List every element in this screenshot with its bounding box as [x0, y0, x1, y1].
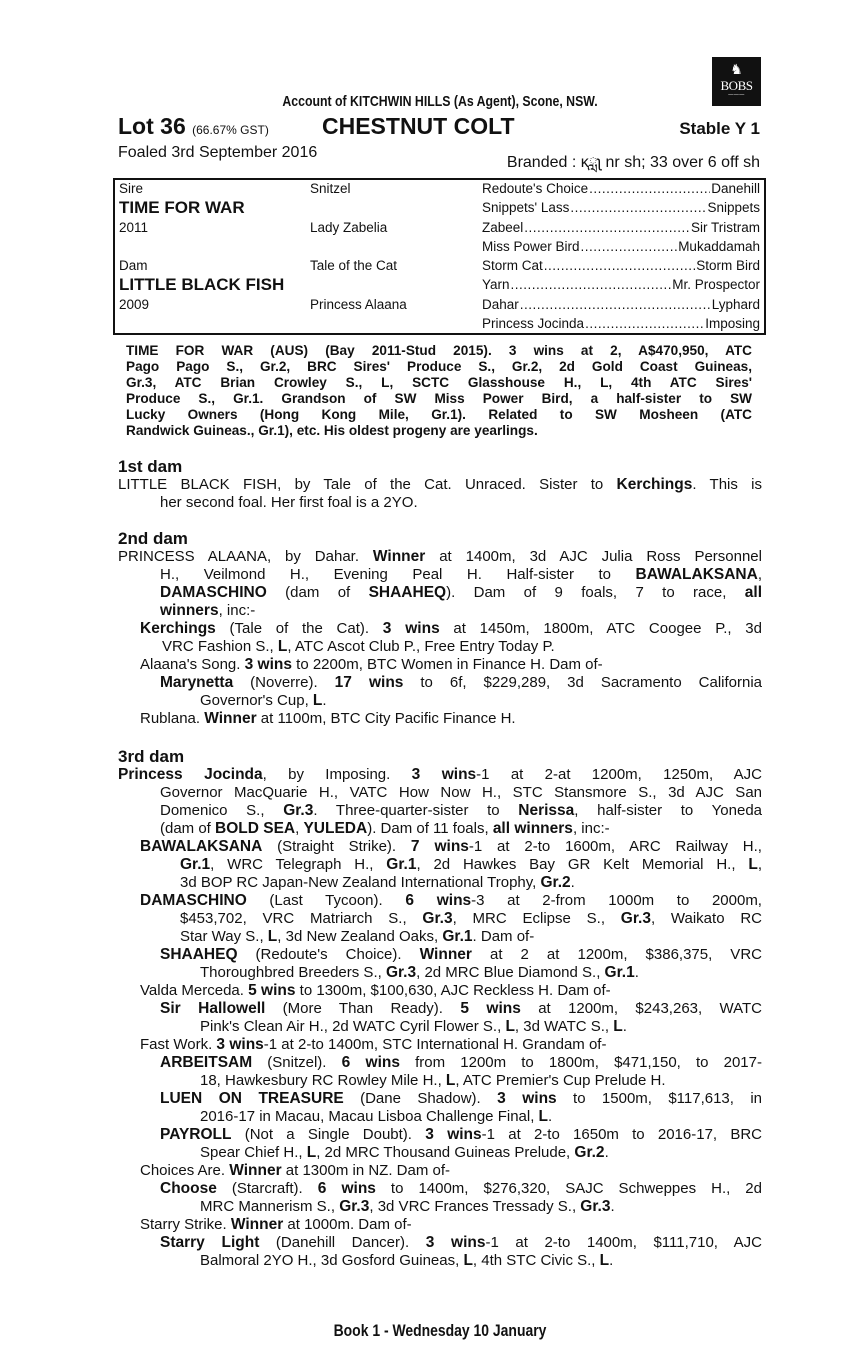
pedigree-text-line — [118, 838, 762, 856]
pedigree-text-line — [118, 1198, 762, 1216]
text-run: . — [609, 1252, 614, 1269]
bold-run: ARBEITSAM — [160, 1054, 253, 1071]
bold-run: LUEN ON TREASURE — [160, 1090, 344, 1107]
text-run: Star Way S., — [180, 928, 268, 945]
text-run: , half-sister to Yoneda — [574, 802, 762, 819]
gst-note: (66.67% GST) — [192, 123, 269, 137]
text-run: , 2d Hawkes Bay GR Kelt Memorial H., — [416, 856, 749, 873]
pedigree-text-line — [118, 766, 762, 784]
pedigree-table — [113, 178, 766, 335]
text-run: her second foal. Her first foal is a 2YO. — [160, 494, 418, 511]
dot-leader — [524, 219, 690, 237]
gen3-grandsire: Mr. Prospector — [672, 277, 760, 292]
bold-run: L — [538, 1108, 549, 1125]
gen3-grandsire: Danehill — [711, 181, 760, 196]
bold-run: BAWALAKSANA — [635, 566, 758, 583]
pedigree-text-line — [118, 1144, 762, 1162]
bold-run: L — [463, 1252, 473, 1269]
bold-run: L — [277, 638, 288, 655]
bold-run: 3 wins — [382, 620, 440, 637]
lot-title: CHESTNUT COLT — [322, 113, 515, 139]
text-run: . Dam of- — [472, 928, 535, 945]
text-run: . — [634, 964, 639, 981]
text-run: at 1100m, BTC City Pacific Finance H. — [256, 710, 516, 727]
pedigree-text-line — [118, 1018, 762, 1036]
section-heading: 2nd dam — [118, 529, 188, 548]
text-run: -1 at 2-to 1400m, STC International H. Grandam of- — [263, 1036, 607, 1053]
text-run: , Waikato RC — [650, 910, 762, 927]
text-run: . — [548, 1108, 553, 1125]
bold-run: BAWALAKSANA — [140, 838, 263, 855]
text-run: , 2d MRC Blue Diamond S., — [416, 964, 605, 981]
sire-summary — [126, 343, 752, 439]
bold-run: Kerchings — [616, 476, 693, 493]
dot-leader — [589, 180, 710, 198]
text-run: 18, Hawkesbury RC Rowley Mile H., — [200, 1072, 446, 1089]
dam-label: Dam — [119, 258, 148, 273]
text-run: -1 at 2-to 1600m, ARC Railway H., — [468, 838, 762, 855]
bold-run: Gr.3 — [339, 1198, 370, 1215]
bold-run: all — [744, 584, 763, 601]
text-run: Starry Strike. — [140, 1216, 231, 1233]
pedigree-text-line — [118, 602, 762, 620]
bold-run: Gr.3 — [422, 910, 453, 927]
bold-run: Winner — [204, 710, 257, 727]
bold-run: L — [306, 1144, 317, 1161]
pedigree-text-line — [118, 1072, 762, 1090]
bold-run: 6 wins — [341, 1054, 400, 1071]
text-run: . — [610, 1198, 615, 1215]
text-run: (dam of — [160, 820, 216, 837]
pedigree-text-line — [118, 1180, 762, 1198]
gen3-sire-of: Redoute's Choice — [482, 181, 589, 196]
text-run: MRC Mannerism S., — [200, 1198, 340, 1215]
bold-run: DAMASCHINO — [140, 892, 247, 909]
pedigree-text-line — [118, 692, 762, 710]
bold-run: L — [748, 856, 758, 873]
pedigree-text-line — [118, 1216, 762, 1234]
sire-label: Sire — [119, 181, 144, 196]
pedigree-gen3-row — [482, 180, 760, 198]
bold-run: Princess Jocinda — [118, 766, 263, 783]
gen3-sire-of: Miss Power Bird — [482, 239, 580, 254]
gen3-sire-of: Yarn — [482, 277, 510, 292]
bold-run: Gr.1 — [604, 964, 635, 981]
text-run: at 1300m in NZ. Dam of- — [281, 1162, 451, 1179]
pedigree-gen3-row — [482, 257, 760, 275]
text-run: at 1200m, $243,263, WATC — [520, 1000, 762, 1017]
text-run: Valda Merceda. — [140, 982, 249, 999]
text-run: . This is — [692, 476, 762, 493]
text-run: (Starcraft). — [216, 1180, 318, 1197]
bold-run: L — [613, 1018, 623, 1035]
bold-run: 3 wins — [425, 1126, 482, 1143]
pedigree-text-line — [118, 638, 762, 656]
pedigree-gen3-row — [482, 296, 760, 314]
sire-summary-line: Produce S., Gr.1. Grandson of SW Miss Power Bird, a half-sister to SW — [126, 391, 752, 406]
bold-run: DAMASCHINO — [160, 584, 267, 601]
text-run: Rublana. — [140, 710, 205, 727]
bold-run: all winners — [492, 820, 573, 837]
gen3-sire-of: Dahar — [482, 297, 519, 312]
text-run: -1 at 2-to 1400m, $111,710, AJC — [485, 1234, 763, 1251]
bold-run: L — [312, 692, 323, 709]
bold-run: YULEDA — [303, 820, 368, 837]
bold-run: Nerissa — [518, 802, 575, 819]
text-run: at 1450m, 1800m, ATC Coogee P., 3d — [439, 620, 762, 637]
pedigree-text-line — [118, 620, 762, 638]
gen3-grandsire: Sir Tristram — [691, 220, 760, 235]
text-run: (Noverre). — [233, 674, 335, 691]
text-run: from 1200m to 1800m, $471,150, to 2017- — [399, 1054, 762, 1071]
text-run: (More Than Ready). — [265, 1000, 461, 1017]
pedigree-text-line — [118, 656, 762, 674]
bold-run: 5 wins — [460, 1000, 521, 1017]
bold-run: 3 wins — [244, 656, 292, 673]
text-run: -1 at 2-to 1650m to 2016-17, BRC — [481, 1126, 762, 1143]
pedigree-text-line — [118, 784, 762, 802]
bold-run: 3 wins — [411, 766, 477, 783]
sire-summary-line: Lucky Owners (Hong Kong Mile, Gr.1). Related to SW Mosheen (ATC — [126, 407, 752, 422]
text-run: 2016-17 in Macau, Macau Lisboa Challenge Final, — [200, 1108, 539, 1125]
text-run: ). Dam of 11 foals, — [367, 820, 493, 837]
pedigree-text-line — [118, 494, 762, 512]
bold-run: Kerchings — [140, 620, 216, 637]
dams-sire: Tale of the Cat — [310, 258, 398, 273]
sire-summary-line: Gr.3, ATC Brian Crowley S., L, SCTC Glasshouse H., L, 4th ATC Sires' — [126, 375, 752, 390]
pedigree-text-line — [118, 874, 762, 892]
pedigree-text-line — [118, 910, 762, 928]
sires-sire: Snitzel — [310, 181, 351, 196]
bold-run: Winner — [230, 1216, 284, 1233]
pedigree-text-line — [118, 856, 762, 874]
text-run: , ATC Premier's Cup Prelude H. — [455, 1072, 666, 1089]
pedigree-text-line — [118, 1036, 762, 1054]
dot-leader — [520, 296, 711, 314]
text-run: (Dane Shadow). — [343, 1090, 498, 1107]
text-run: H., Veilmond H., Evening Peal H. Half-sister to — [160, 566, 636, 583]
sire-summary-line: Pago Pago S., Gr.2, BRC Sires' Produce S., Gr.2, 2d Gold Coast Guineas, — [126, 359, 752, 374]
text-run: , ATC Ascot Club P., Free Entry Today P. — [287, 638, 555, 655]
text-run: to 1300m, $100,630, AJC Reckless H. Dam of- — [295, 982, 611, 999]
bold-run: Gr.1 — [180, 856, 211, 873]
text-run: to 1400m, $276,320, SAJC Schweppes H., 2d — [375, 1180, 762, 1197]
text-run: , 3d New Zealand Oaks, — [277, 928, 443, 945]
text-run: at 2 at 1200m, $386,375, VRC — [471, 946, 762, 963]
pedigree-gen3-row — [482, 199, 760, 217]
text-run: VRC Fashion S., — [162, 638, 278, 655]
text-run: , MRC Eclipse S., — [452, 910, 621, 927]
stable-location: Stable Y 1 — [679, 119, 760, 138]
page-footer: Book 1 - Wednesday 10 January — [333, 1321, 547, 1340]
pedigree-text-line — [118, 1162, 762, 1180]
text-run: . — [604, 1144, 609, 1161]
gen3-sire-of: Storm Cat — [482, 258, 543, 273]
text-run: ). Dam of 9 foals, 7 to race, — [446, 584, 745, 601]
text-run: Domenico S., — [160, 802, 284, 819]
bold-run: SHAAHEQ — [160, 946, 238, 963]
text-run: at 1000m. Dam of- — [283, 1216, 412, 1233]
bold-run: Marynetta — [160, 674, 234, 691]
text-run: , 3d WATC S., — [514, 1018, 614, 1035]
gen3-grandsire: Lyphard — [711, 297, 760, 312]
text-run: Choices Are. — [140, 1162, 230, 1179]
text-run: Balmoral 2YO H., 3d Gosford Guineas, — [200, 1252, 464, 1269]
dam-section — [118, 748, 762, 1270]
bold-run: 3 wins — [425, 1234, 486, 1251]
text-run: (Redoute's Choice). — [237, 946, 420, 963]
foaled-date: Foaled 3rd September 2016 — [118, 144, 318, 161]
pedigree-text-line — [118, 710, 762, 728]
text-run: Governor MacQuarie H., VATC How Now H., STC Stansmore S., 3d AJC San — [160, 784, 762, 801]
dot-leader — [511, 276, 672, 294]
text-run: to 2200m, BTC Women in Finance H. Dam of- — [292, 656, 603, 673]
pedigree-text-line — [118, 1108, 762, 1126]
pedigree-text-line — [118, 802, 762, 820]
pedigree-text-line — [118, 548, 762, 566]
text-run: Spear Chief H., — [200, 1144, 307, 1161]
bold-run: BOLD SEA — [215, 820, 296, 837]
bobs-logo — [712, 57, 761, 106]
text-run: to 1500m, $117,613, in — [556, 1090, 762, 1107]
dam-section — [118, 458, 762, 512]
dam-year: 2009 — [119, 297, 150, 312]
bold-run: 6 wins — [405, 892, 472, 909]
pedigree-gen3-row — [482, 238, 760, 256]
dam-section — [118, 530, 762, 728]
text-run: Pink's Clean Air H., 2d WATC Cyril Flower S., — [200, 1018, 506, 1035]
dams-dam: Princess Alaana — [310, 297, 407, 312]
text-run: , — [757, 566, 762, 583]
pedigree-text-line — [118, 982, 762, 1000]
pedigree-text-line — [118, 584, 762, 602]
section-heading: 1st dam — [118, 457, 183, 476]
text-run: to 6f, $229,289, 3d Sacramento California — [403, 674, 763, 691]
brand-marks: Branded : ᴋླʅ nr sh; 33 over 6 off sh — [506, 154, 760, 171]
bold-run: Winner — [229, 1162, 282, 1179]
bold-run: Gr.1 — [442, 928, 473, 945]
text-run: . Three-quarter-sister to — [313, 802, 519, 819]
gen3-grandsire: Storm Bird — [696, 258, 760, 273]
text-run: . — [622, 1018, 627, 1035]
pedigree-text-line — [118, 892, 762, 910]
sire-summary-line: Randwick Guineas., Gr.1), etc. His oldest progeny are yearlings. — [126, 423, 538, 438]
dot-leader — [544, 257, 695, 275]
text-run: , 4th STC Civic S., — [472, 1252, 600, 1269]
pedigree-text-line — [118, 946, 762, 964]
bold-run: 5 wins — [248, 982, 296, 999]
bold-run: Winner — [419, 946, 472, 963]
lot-label: Lot 36 — [118, 113, 186, 139]
bold-run: L — [599, 1252, 610, 1269]
bold-run: PAYROLL — [160, 1126, 232, 1143]
bold-run: Gr.1 — [386, 856, 417, 873]
sire-name: TIME FOR WAR — [119, 198, 245, 217]
gen3-grandsire: Snippets — [707, 200, 760, 215]
bold-run: Gr.2 — [540, 874, 571, 891]
text-run: 3d BOP RC Japan-New Zealand International Trophy, — [180, 874, 541, 891]
bold-run: L — [267, 928, 278, 945]
horse-icon: ♞ — [730, 61, 743, 77]
text-run: , by Imposing. — [262, 766, 412, 783]
lot-number — [118, 113, 269, 140]
bold-run: Winner — [372, 548, 426, 565]
text-run: Fast Work. — [140, 1036, 217, 1053]
gen3-sire-of: Zabeel — [482, 220, 524, 235]
text-run: Thoroughbred Breeders S., — [200, 964, 386, 981]
text-run: -3 at 2-from 1000m to 2000m, — [471, 892, 762, 909]
bold-run: Gr.3 — [385, 964, 417, 981]
text-run: , inc:- — [218, 602, 256, 619]
text-run: at 1400m, 3d AJC Julia Ross Personnel — [425, 548, 762, 565]
text-run: PRINCESS ALAANA, by Dahar. — [118, 548, 373, 565]
logo-text: BOBS — [720, 78, 753, 93]
pedigree-text-line — [118, 964, 762, 982]
bold-run: Gr.3 — [283, 802, 314, 819]
pedigree-gen3-row — [482, 276, 760, 294]
text-run: Governor's Cup, — [200, 692, 313, 709]
bold-run: Gr.2 — [574, 1144, 605, 1161]
bold-run: L — [445, 1072, 456, 1089]
text-run: , 3d VRC Frances Tressady S., — [369, 1198, 581, 1215]
bold-run: 6 wins — [317, 1180, 376, 1197]
bold-run: 17 wins — [334, 674, 404, 691]
text-run: (Snitzel). — [252, 1054, 342, 1071]
pedigree-text-line — [118, 1126, 762, 1144]
text-run: , — [295, 820, 304, 837]
bold-run: Choose — [160, 1180, 217, 1197]
pedigree-text-line — [118, 1054, 762, 1072]
pedigree-text-line — [118, 820, 762, 838]
sire-year: 2011 — [119, 220, 149, 235]
pedigree-gen3-row — [482, 315, 760, 333]
text-run: , — [757, 856, 762, 873]
pedigree-text-line — [118, 476, 762, 494]
text-run: LITTLE BLACK FISH, by Tale of the Cat. Unraced. Sister to — [118, 476, 617, 493]
text-run: . — [322, 692, 327, 709]
gen3-sire-of: Snippets' Lass — [482, 200, 570, 215]
bold-run: Sir Hallowell — [160, 1000, 266, 1017]
pedigree-text-line — [118, 674, 762, 692]
bold-run: 3 wins — [216, 1036, 264, 1053]
pedigree-text-line — [118, 566, 762, 584]
pedigree-gen3-row — [482, 219, 760, 237]
sire-summary-line: TIME FOR WAR (AUS) (Bay 2011-Stud 2015). 3 wins at 2, A$470,950, ATC — [126, 343, 752, 358]
text-run: (Not a Single Doubt). — [231, 1126, 426, 1143]
gen3-sire-of: Princess Jocinda — [482, 316, 585, 331]
pedigree-text-line — [118, 1252, 762, 1270]
bold-run: SHAAHEQ — [368, 584, 447, 601]
bold-run: Starry Light — [160, 1234, 260, 1251]
text-run: (Tale of the Cat). — [215, 620, 383, 637]
text-run: -1 at 2-at 1200m, 1250m, AJC — [476, 766, 762, 783]
bold-run: 3 wins — [497, 1090, 557, 1107]
text-run: (dam of — [266, 584, 369, 601]
text-run: $453,702, VRC Matriarch S., — [180, 910, 423, 927]
vendor-account: Account of KITCHWIN HILLS (As Agent), Scone, NSW. — [282, 93, 598, 110]
bold-run: L — [505, 1018, 515, 1035]
text-run: (Last Tycoon). — [246, 892, 406, 909]
gen3-grandsire: Imposing — [705, 316, 760, 331]
dam-name: LITTLE BLACK FISH — [119, 275, 285, 294]
bold-run: Gr.3 — [580, 1198, 611, 1215]
pedigree-text-line — [118, 1090, 762, 1108]
text-run: , WRC Telegraph H., — [210, 856, 387, 873]
sires-dam: Lady Zabelia — [310, 220, 388, 235]
gen3-grandsire: Mukaddamah — [678, 239, 760, 254]
pedigree-text-line — [118, 1000, 762, 1018]
text-run: , inc:- — [572, 820, 610, 837]
bold-run: Gr.3 — [620, 910, 651, 927]
text-run: (Straight Strike). — [262, 838, 411, 855]
text-run: . — [570, 874, 575, 891]
bold-run: 7 wins — [410, 838, 469, 855]
text-run: (Danehill Dancer). — [259, 1234, 426, 1251]
dot-leader — [570, 199, 706, 217]
text-run: , 2d MRC Thousand Guineas Prelude, — [316, 1144, 575, 1161]
bold-run: winners — [160, 602, 219, 619]
section-heading: 3rd dam — [118, 747, 185, 766]
pedigree-text-line — [118, 928, 762, 946]
dot-leader — [581, 238, 678, 256]
text-run: Alaana's Song. — [140, 656, 245, 673]
logo-subtext: ——— — [728, 92, 745, 98]
pedigree-text-line — [118, 1234, 762, 1252]
dot-leader — [585, 315, 704, 333]
